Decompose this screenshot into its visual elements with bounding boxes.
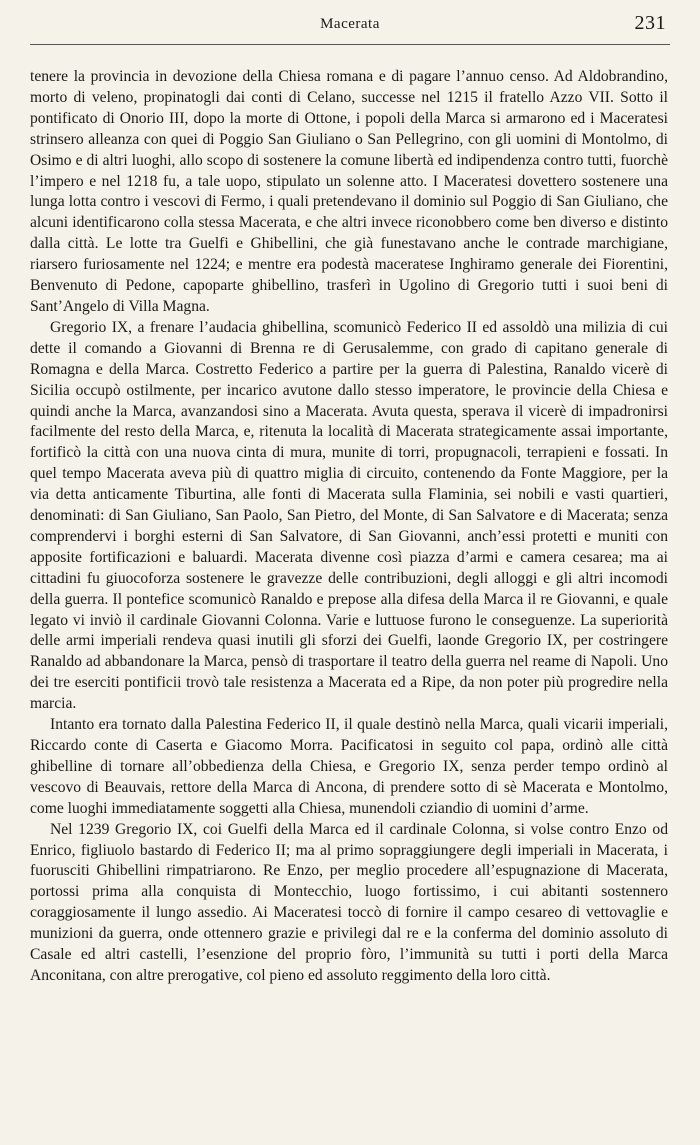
running-head: [30, 10, 670, 42]
running-title: Macerata: [320, 16, 380, 32]
paragraph: tenere la provincia in devozione della Chiesa romana e di pagare l’annuo censo. Ad Aldobrandino, morto di veleno, propinatogli dai conti di Celano, successe nel 1215 il fratello Azzo VII. Sotto il pontificato di Onorio III, dopo la morte di Ottone, i popoli della Marca si armarono ed i Maceratesi strinsero alleanza con quei di Poggio San Giuliano o San Pellegrino, con gli uomini di Montolmo, di Osimo e di altri luoghi, allo scopo di sostenere la comune libertà ed indipendenza contro tutti, fuorchè l’impero e nel 1218 fu, a tale uopo, stipulato un solenne atto. I Maceratesi dovettero sostenere una lunga lotta contro i vescovi di Fermo, i quali pretendevano il dominio sul Poggio di San Giuliano, che alcuni identificarono colla stessa Macerata, e che altri invece riconobbero come ben diverso e distinto dalla città. Le lotte tra Guelfi e Ghibellini, che già funestavano anche le contrade marchigiane, riarsero furiosamente nel 1224; e mentre era podestà maceratese Inghiramo generale dei Fiorentini, Benvenuto di Pedone, capoparte ghibellino, trasferì in Ugolino di Gregorio tutti i suoi beni di Sant’Angelo di Villa Magna.: [30, 68, 668, 315]
header-rule: [30, 44, 670, 45]
paragraph: Intanto era tornato dalla Palestina Federico II, il quale destinò nella Marca, quali vicarii imperiali, Riccardo conte di Caserta e Giacomo Morra. Pacificatosi in seguito col papa, ordinò alle città ghibelline di tornare all’obbedienza della Chiesa, e Gregorio IX, senza perder tempo ordinò al vescovo di Beauvais, rettore della Marca di Ancona, di prendere sotto di sè Macerata e Montolmo, come luoghi immediatamente soggetti alla Chiesa, munendoli cziandio di uomini d’arme.: [30, 716, 668, 817]
paragraph: Nel 1239 Gregorio IX, coi Guelfi della Marca ed il cardinale Colonna, si volse contro Enzo od Enrico, figliuolo bastardo di Federico II; ma al primo sopraggiungere degli imperiali in Macerata, i fuorusciti Ghibellini rimpatriarono. Re Enzo, per meglio procedere all’espugnazione di Macerata, portossi prima alla conquista di Montecchio, luogo fortissimo, i cui abitanti sostennero coraggiosamente il lungo assedio. Ai Maceratesi toccò di fornire il campo cesareo di vettovaglie e munizioni da guerra, onde ottennero grazie e privilegi dal re e la conferma del dominio assoluto di Casale ed altri castelli, l’esenzione del proprio fòro, l’immunità su tutti i porti della Marca Anconitana, con altre prerogative, col pieno ed assoluto reggimento della loro città.: [30, 820, 668, 984]
body-text: [30, 67, 668, 987]
page-number: 231: [634, 12, 666, 34]
paragraph: Gregorio IX, a frenare l’audacia ghibellina, scomunicò Federico II ed assoldò una milizia di cui dette il comando a Giovanni di Brenna re di Gerusalemme, con grado di capitano generale di Romagna e della Marca. Costretto Federico a partire per la guerra di Palestina, Ranaldo vicerè di Sicilia occupò ostilmente, per incarico avutone dallo stesso imperatore, le provincie della Chiesa e quindi anche la Marca, avanzandosi sino a Macerata. Avuta questa, sperava il vicerè di impadronirsi facilmente del resto della Marca, e, ritenuta la località di Macerata strategicamente assai importante, fortificò la città con una nuova cinta di mura, munite di torri, propugnacoli, terrapieni e fossati. In quel tempo Macerata aveva più di quattro miglia di circuito, contenendo da Fonte Maggiore, per la via detta anticamente Tiburtina, alle fonti di Macerata sulla Flaminia, sei nobili e vasti quartieri, denominati: di San Giuliano, San Paolo, San Pietro, del Monte, di San Salvatore e di Macerata; senza comprendervi i borghi esterni di San Salvatore, di San Giovanni, anch’essi protetti e muniti con apposite fortificazioni e baluardi. Macerata divenne così piazza d’armi e camera cesarea; ma ai cittadini fu giuocoforza sostenere le gravezze delle contribuzioni, degli alloggi e gli altri incomodi della guerra. Il pontefice scomunicò Ranaldo e prepose alla difesa della Marca il re Giovanni, e quale legato vi inviò il cardinale Giovanni Colonna. Varie e luttuose furono le conseguenze. La superiorità delle armi imperiali rendeva quasi inutili gli sforzi dei Guelfi, laonde Gregorio IX, per costringere Ranaldo ad abbandonare la Marca, pensò di trasportare il teatro della guerra nel reame di Napoli. Uno dei tre eserciti pontificii trovò tale resistenza a Macerata ed a Ripe, da non poter più progredire nella marcia.: [30, 318, 668, 713]
